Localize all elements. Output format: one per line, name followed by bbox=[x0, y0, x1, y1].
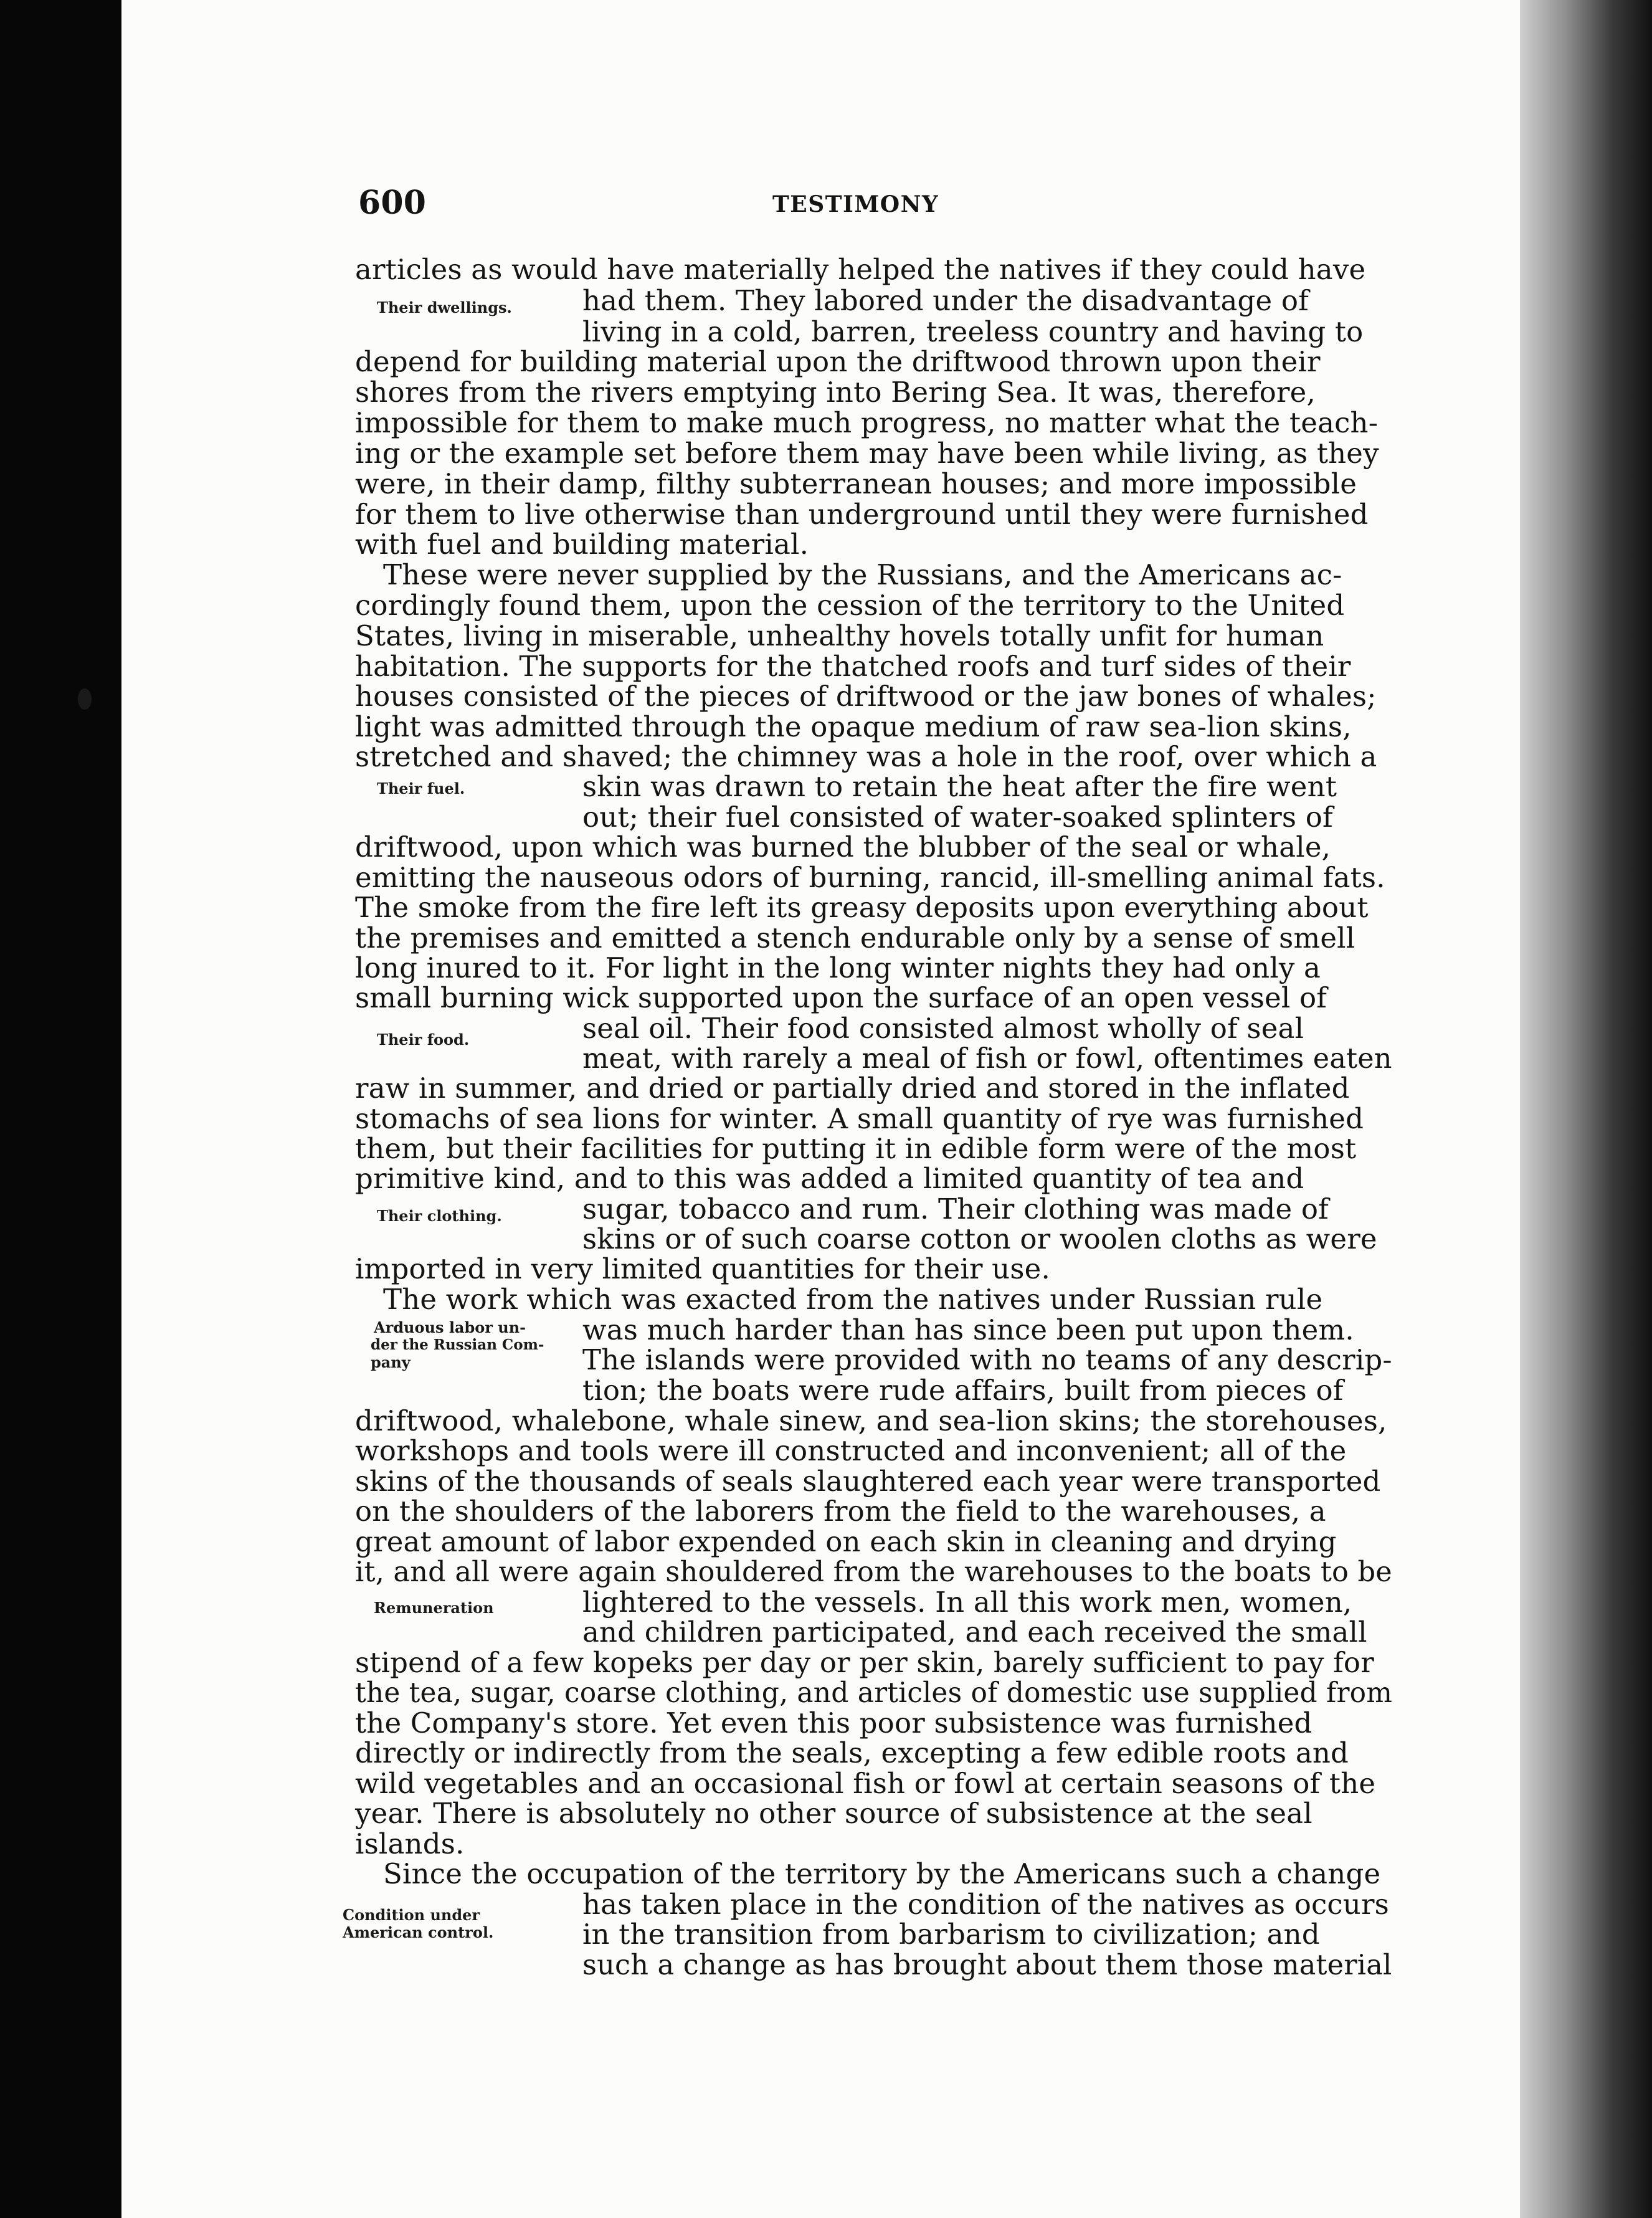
text-line: skins or of such coarse cotton or woolen cloths as were bbox=[582, 1222, 1377, 1255]
text-line: and children participated, and each received the small bbox=[582, 1616, 1367, 1649]
text-line: such a change as has brought about them those material bbox=[582, 1948, 1392, 1981]
margin-note-fuel: Their fuel. bbox=[377, 779, 465, 797]
text-line: islands. bbox=[355, 1827, 465, 1860]
margin-note-arduous-2: der the Russian Com- bbox=[371, 1336, 544, 1353]
text-line: meat, with rarely a meal of fish or fowl, oftentimes eaten bbox=[582, 1042, 1392, 1075]
text-line: imported in very limited quantities for their use. bbox=[355, 1252, 1050, 1285]
text-line: the premises and emitted a stench endurable only by a sense of smell bbox=[355, 921, 1355, 954]
text-line: impossible for them to make much progress, no matter what the teach- bbox=[355, 406, 1379, 439]
text-line: States, living in miserable, unhealthy hovels totally unfit for human bbox=[355, 619, 1324, 652]
margin-note-clothing: Their clothing. bbox=[377, 1207, 502, 1225]
text-line: had them. They labored under the disadvantage of bbox=[582, 284, 1309, 317]
text-line: living in a cold, barren, treeless country and having to bbox=[582, 315, 1364, 348]
margin-note-condition-2: American control. bbox=[343, 1923, 494, 1941]
margin-note-food: Their food. bbox=[377, 1030, 470, 1049]
text-line: year. There is absolutely no other source of subsistence at the seal bbox=[355, 1797, 1313, 1830]
scan-speck bbox=[78, 688, 92, 710]
text-line: the Company's store. Yet even this poor subsistence was furnished bbox=[355, 1706, 1313, 1740]
text-line: stomachs of sea lions for winter. A small quantity of rye was furnished bbox=[355, 1102, 1364, 1135]
text-line: articles as would have materially helped the natives if they could have bbox=[355, 253, 1366, 286]
margin-note-remuneration: Remuneration bbox=[374, 1599, 494, 1617]
text-line: it, and all were again shouldered from the warehouses to the boats to be bbox=[355, 1555, 1392, 1588]
text-line: the tea, sugar, coarse clothing, and articles of domestic use supplied from bbox=[355, 1676, 1393, 1709]
text-line: driftwood, whalebone, whale sinew, and sea-lion skins; the storehouses, bbox=[355, 1404, 1387, 1437]
text-line: small burning wick supported upon the surface of an open vessel of bbox=[355, 981, 1327, 1014]
text-line: shores from the rivers emptying into Bering Sea. It was, therefore, bbox=[355, 376, 1316, 409]
text-line: sugar, tobacco and rum. Their clothing was made of bbox=[582, 1192, 1329, 1226]
text-line: lightered to the vessels. In all this work men, women, bbox=[582, 1586, 1352, 1619]
text-line: houses consisted of the pieces of driftwood or the jaw bones of whales; bbox=[355, 680, 1377, 713]
margin-note-arduous-1: Arduous labor un- bbox=[374, 1318, 526, 1336]
page-number: 600 bbox=[358, 184, 427, 222]
text-line: skin was drawn to retain the heat after the fire went bbox=[582, 770, 1337, 803]
text-line: Since the occupation of the territory by the Americans such a change bbox=[383, 1857, 1381, 1890]
text-line: stretched and shaved; the chimney was a hole in the roof, over which a bbox=[355, 740, 1377, 773]
text-line: cordingly found them, upon the cession of the territory to the United bbox=[355, 589, 1345, 622]
margin-note-dwellings: Their dwellings. bbox=[377, 298, 512, 317]
text-line: on the shoulders of the laborers from the field to the warehouses, a bbox=[355, 1495, 1326, 1528]
text-line: has taken place in the condition of the natives as occurs bbox=[582, 1888, 1389, 1921]
text-line: for them to live otherwise than underground until they were furnished bbox=[355, 498, 1369, 531]
running-title: TESTIMONY bbox=[772, 191, 939, 217]
text-line: ing or the example set before them may have been while living, as they bbox=[355, 437, 1379, 470]
scan-background bbox=[0, 0, 121, 2218]
text-line: with fuel and building material. bbox=[355, 528, 809, 561]
text-line: skins of the thousands of seals slaughtered each year were transported bbox=[355, 1465, 1381, 1498]
text-line: in the transition from barbarism to civilization; and bbox=[582, 1918, 1320, 1951]
text-line: The islands were provided with no teams of any descrip- bbox=[582, 1343, 1392, 1376]
text-line: seal oil. Their food consisted almost wholly of seal bbox=[582, 1012, 1304, 1045]
text-line: wild vegetables and an occasional fish or fowl at certain seasons of the bbox=[355, 1767, 1376, 1800]
text-line: long inured to it. For light in the long winter nights they had only a bbox=[355, 951, 1321, 984]
text-line: directly or indirectly from the seals, excepting a few edible roots and bbox=[355, 1736, 1349, 1769]
text-line: habitation. The supports for the thatched roofs and turf sides of their bbox=[355, 650, 1351, 683]
text-line: The smoke from the fire left its greasy deposits upon everything about bbox=[355, 891, 1369, 924]
text-line: These were never supplied by the Russians, and the Americans ac- bbox=[383, 558, 1342, 591]
text-line: stipend of a few kopeks per day or per skin, barely sufficient to pay for bbox=[355, 1646, 1374, 1679]
text-line: was much harder than has since been put upon them. bbox=[582, 1313, 1354, 1346]
text-line: raw in summer, and dried or partially dried and stored in the inflated bbox=[355, 1072, 1350, 1105]
text-line: tion; the boats were rude affairs, built from pieces of bbox=[582, 1374, 1344, 1407]
book-page bbox=[121, 0, 1520, 2218]
text-line: driftwood, upon which was burned the blubber of the seal or whale, bbox=[355, 831, 1331, 864]
book-gutter-shadow bbox=[1520, 0, 1652, 2218]
margin-note-arduous-3: pany bbox=[371, 1353, 411, 1371]
text-line: them, but their facilities for putting it in edible form were of the most bbox=[355, 1132, 1357, 1165]
text-line: emitting the nauseous odors of burning, rancid, ill-smelling animal fats. bbox=[355, 861, 1385, 894]
text-line: light was admitted through the opaque medium of raw sea-lion skins, bbox=[355, 710, 1352, 743]
text-line: primitive kind, and to this was added a limited quantity of tea and bbox=[355, 1162, 1304, 1195]
text-line: workshops and tools were ill constructed and inconvenient; all of the bbox=[355, 1434, 1347, 1467]
text-line: great amount of labor expended on each skin in cleaning and drying bbox=[355, 1525, 1337, 1558]
text-line: out; their fuel consisted of water-soaked splinters of bbox=[582, 801, 1333, 834]
text-line: depend for building material upon the driftwood thrown upon their bbox=[355, 345, 1321, 378]
margin-note-condition-1: Condition under bbox=[343, 1906, 480, 1924]
text-line: were, in their damp, filthy subterranean houses; and more impossible bbox=[355, 467, 1357, 500]
text-line: The work which was exacted from the natives under Russian rule bbox=[383, 1283, 1323, 1316]
